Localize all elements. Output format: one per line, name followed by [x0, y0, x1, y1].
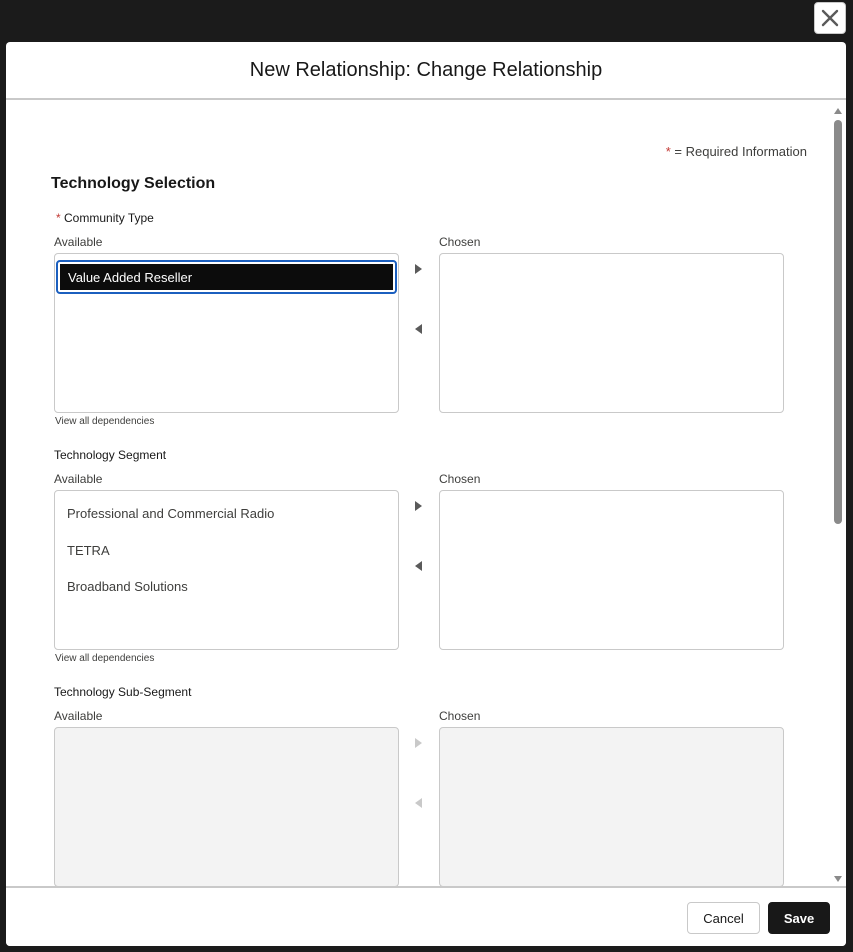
technology-sub-segment-available-label: Available — [54, 709, 103, 723]
community-type-label-text: Community Type — [64, 211, 154, 225]
required-info — [666, 144, 807, 159]
community-type-option-selected[interactable] — [56, 260, 397, 294]
scroll-down-icon[interactable] — [834, 876, 842, 882]
close-icon — [820, 8, 840, 28]
required-star: * — [56, 211, 61, 225]
technology-segment-available-listbox[interactable] — [54, 490, 399, 650]
technology-segment-move-left-button[interactable] — [415, 561, 422, 571]
technology-segment-label: Technology Segment — [54, 448, 167, 462]
technology-segment-option[interactable]: Broadband Solutions — [67, 579, 188, 594]
community-type-label — [56, 211, 154, 225]
technology-sub-segment-move-right-button — [415, 738, 422, 748]
required-info-text: = Required Information — [674, 144, 807, 159]
section-title: Technology Selection — [51, 175, 216, 192]
scroll-up-icon[interactable] — [834, 108, 842, 114]
technology-segment-option[interactable]: Professional and Commercial Radio — [67, 506, 275, 521]
technology-segment-available-label: Available — [54, 472, 103, 486]
community-type-dependencies-link[interactable]: View all dependencies — [55, 416, 155, 427]
cancel-button[interactable]: Cancel — [687, 902, 760, 934]
community-type-available-label: Available — [54, 235, 103, 249]
technology-segment-chosen-listbox[interactable] — [439, 490, 784, 650]
community-type-chosen-label: Chosen — [439, 235, 481, 249]
community-type-option-label: Value Added Reseller — [60, 264, 393, 290]
modal-title: New Relationship: Change Relationship — [249, 58, 603, 81]
scroll-thumb[interactable] — [834, 120, 842, 524]
technology-segment-option[interactable]: TETRA — [67, 543, 110, 558]
close-modal-button[interactable] — [814, 2, 846, 34]
technology-segment-dependencies-link[interactable]: View all dependencies — [55, 653, 155, 664]
technology-sub-segment-available-listbox — [54, 727, 399, 886]
technology-segment-chosen-label: Chosen — [439, 472, 481, 486]
modal-footer — [6, 886, 846, 946]
technology-sub-segment-label: Technology Sub-Segment — [54, 685, 192, 699]
required-star: * — [665, 144, 671, 159]
modal-header — [6, 42, 846, 100]
save-button[interactable]: Save — [768, 902, 830, 934]
technology-segment-move-right-button[interactable] — [415, 501, 422, 511]
technology-sub-segment-chosen-listbox — [439, 727, 784, 886]
technology-sub-segment-move-left-button — [415, 798, 422, 808]
technology-sub-segment-chosen-label: Chosen — [439, 709, 481, 723]
modal-scrollbar[interactable] — [830, 102, 846, 886]
community-type-chosen-listbox[interactable] — [439, 253, 784, 413]
modal-dialog — [6, 42, 846, 946]
community-type-move-right-button[interactable] — [415, 264, 422, 274]
community-type-available-listbox[interactable] — [54, 253, 399, 413]
modal-body[interactable] — [6, 102, 846, 886]
community-type-move-left-button[interactable] — [415, 324, 422, 334]
